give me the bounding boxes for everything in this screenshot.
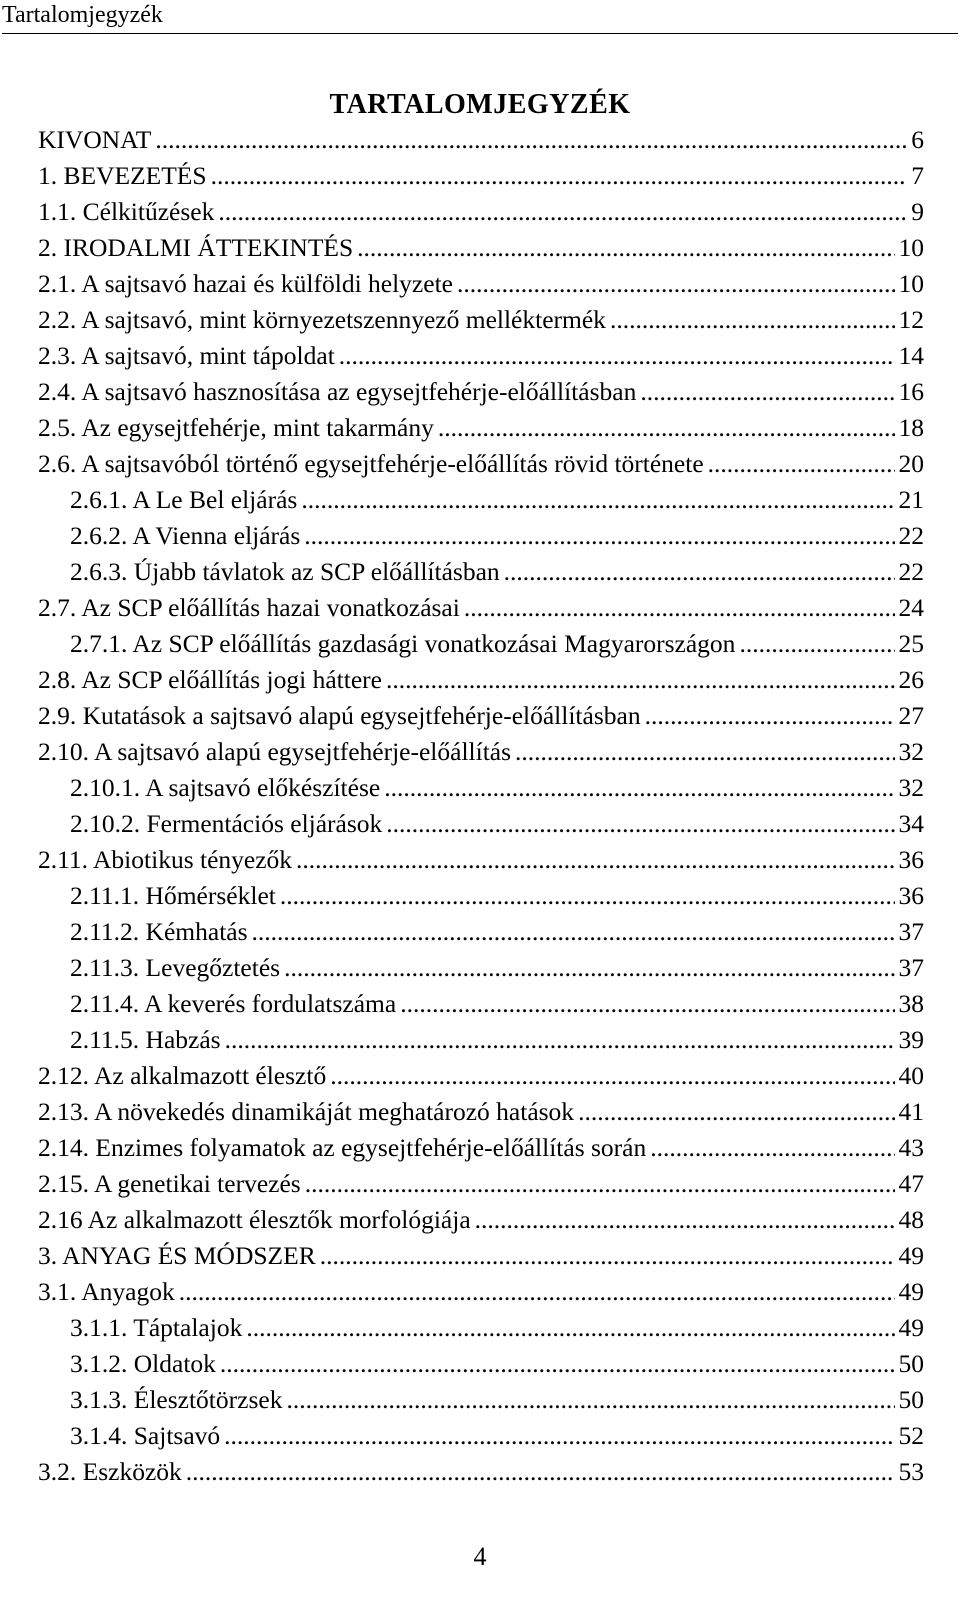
toc-dot-leader [386,806,894,842]
toc-entry-title: 1.1. Célkitűzések [38,197,215,226]
toc-entry[interactable] [38,770,924,806]
table-of-contents [38,122,924,1490]
toc-entry-page: 12 [898,305,924,334]
toc-dot-leader [220,1346,895,1382]
toc-entry[interactable] [38,1310,924,1346]
toc-entry-title: 3.1.1. Táptalajok [70,1313,243,1342]
toc-entry-page: 48 [898,1205,924,1234]
toc-dot-leader [296,842,894,878]
toc-entry-title: 2.6. A sajtsavóból történő egysejtfehérje-előállítás rövid története [38,449,704,478]
toc-entry[interactable] [38,662,924,698]
toc-dot-leader [252,914,895,950]
toc-entry-title: 3.2. Eszközök [38,1457,182,1486]
toc-entry[interactable] [38,158,924,194]
toc-entry-title: 2.11.3. Levegőztetés [70,953,281,982]
toc-dot-leader [504,554,895,590]
toc-dot-leader [155,122,907,158]
toc-entry-page: 6 [911,125,924,154]
toc-dot-leader [438,410,895,446]
toc-entry[interactable] [38,626,924,662]
toc-entry-page: 22 [898,521,924,550]
toc-entry[interactable] [38,338,924,374]
toc-entry[interactable] [38,266,924,302]
toc-entry-page: 16 [898,377,924,406]
toc-entry-title: 2.16 Az alkalmazott élesztők morfológiája [38,1205,471,1234]
toc-entry-page: 10 [898,269,924,298]
toc-entry-title: 2.2. A sajtsavó, mint környezetszennyező melléktermék [38,305,606,334]
toc-entry[interactable] [38,1130,924,1166]
toc-entry-title: 2.11.2. Kémhatás [70,917,248,946]
toc-entry-title: 2.10.1. A sajtsavó előkészítése [70,773,381,802]
toc-entry[interactable] [38,230,924,266]
toc-entry-page: 41 [898,1097,924,1126]
toc-dot-leader [464,590,895,626]
toc-dot-leader [330,1058,894,1094]
toc-entry-title: 2.15. A genetikai tervezés [38,1169,301,1198]
toc-entry[interactable] [38,194,924,230]
toc-dot-leader [280,878,895,914]
toc-entry-page: 50 [898,1349,924,1378]
toc-entry-title: 2.11.1. Hőmérséklet [70,881,276,910]
toc-entry-title: 2.13. A növekedés dinamikáját meghatározó hatások [38,1097,575,1126]
toc-entry-page: 36 [898,845,924,874]
toc-entry[interactable] [38,806,924,842]
toc-entry-title: 2.9. Kutatások a sajtsavó alapú egysejtfehérje-előállításban [38,701,641,730]
toc-entry-page: 21 [898,485,924,514]
toc-entry-page: 38 [898,989,924,1018]
toc-entry-title: 2.10. A sajtsavó alapú egysejtfehérje-előállítás [38,737,512,766]
toc-entry[interactable] [38,446,924,482]
toc-entry-title: 3.1.2. Oldatok [70,1349,216,1378]
toc-entry-page: 20 [898,449,924,478]
toc-dot-leader [515,734,894,770]
toc-entry-page: 25 [898,629,924,658]
toc-entry-page: 7 [911,161,924,190]
toc-dot-leader [708,446,895,482]
toc-entry-page: 37 [898,953,924,982]
toc-entry-title: 2.8. Az SCP előállítás jogi háttere [38,665,382,694]
toc-entry-page: 34 [898,809,924,838]
toc-entry-page: 47 [898,1169,924,1198]
toc-dot-leader [225,1022,895,1058]
toc-entry-page: 32 [898,773,924,802]
toc-entry[interactable] [38,734,924,770]
toc-dot-leader [640,374,894,410]
page-title: TARTALOMJEGYZÉK [329,89,631,120]
toc-dot-leader [650,1130,894,1166]
toc-entry-page: 50 [898,1385,924,1414]
toc-entry-title: 3.1.3. Élesztőtörzsek [70,1385,283,1414]
toc-entry-page: 53 [898,1457,924,1486]
toc-entry-title: 2.3. A sajtsavó, mint tápoldat [38,341,335,370]
toc-entry[interactable] [38,950,924,986]
toc-entry[interactable] [38,554,924,590]
toc-entry-title: 2.7. Az SCP előállítás hazai vonatkozásai [38,593,460,622]
toc-entry[interactable] [38,1238,924,1274]
toc-entry-title: 1. BEVEZETÉS [38,161,207,190]
toc-entry[interactable] [38,1418,924,1454]
toc-dot-leader [284,950,894,986]
toc-dot-leader [246,1310,894,1346]
toc-dot-leader [286,1382,894,1418]
toc-entry-title: 3.1.4. Sajtsavó [70,1421,221,1450]
page-number: 4 [473,1542,487,1571]
toc-entry[interactable] [38,914,924,950]
toc-entry-page: 10 [898,233,924,262]
toc-dot-leader [357,230,894,266]
toc-entry-title: KIVONAT [38,125,152,154]
toc-entry-title: 2.6.2. A Vienna eljárás [70,521,301,550]
toc-dot-leader [320,1238,895,1274]
toc-entry[interactable] [38,1382,924,1418]
toc-dot-leader [400,986,894,1022]
toc-dot-leader [457,266,895,302]
toc-dot-leader [218,194,907,230]
toc-entry-title: 2.1. A sajtsavó hazai és külföldi helyzete [38,269,453,298]
toc-entry-page: 14 [898,341,924,370]
toc-entry-page: 49 [898,1241,924,1270]
toc-entry-page: 49 [898,1313,924,1342]
toc-entry-page: 43 [898,1133,924,1162]
toc-entry-title: 2.6.1. A Le Bel eljárás [70,485,298,514]
toc-entry-page: 52 [898,1421,924,1450]
toc-dot-leader [179,1274,895,1310]
toc-entry[interactable] [38,1058,924,1094]
toc-entry-page: 18 [898,413,924,442]
toc-entry[interactable] [38,410,924,446]
toc-dot-leader [301,482,894,518]
toc-dot-leader [645,698,895,734]
toc-entry-title: 3. ANYAG ÉS MÓDSZER [38,1241,316,1270]
toc-entry-title: 2.11. Abiotikus tényezők [38,845,293,874]
toc-entry-page: 27 [898,701,924,730]
toc-entry-page: 36 [898,881,924,910]
toc-entry-title: 3.1. Anyagok [38,1277,175,1306]
toc-dot-leader [578,1094,894,1130]
toc-entry-page: 24 [898,593,924,622]
toc-dot-leader [211,158,908,194]
toc-entry-page: 40 [898,1061,924,1090]
toc-entry[interactable] [38,1166,924,1202]
toc-entry-title: 2.12. Az alkalmazott élesztő [38,1061,327,1090]
toc-dot-leader [384,770,894,806]
toc-entry-title: 2.7.1. Az SCP előállítás gazdasági vonatkozásai Magyarországon [70,629,736,658]
toc-entry[interactable] [38,590,924,626]
running-header [2,0,958,34]
toc-entry-title: 2.5. Az egysejtfehérje, mint takarmány [38,413,434,442]
toc-entry[interactable] [38,518,924,554]
toc-dot-leader [305,1166,895,1202]
toc-entry[interactable] [38,1022,924,1058]
toc-entry[interactable] [38,1094,924,1130]
toc-entry[interactable] [38,122,924,158]
toc-entry[interactable] [38,302,924,338]
toc-entry-page: 26 [898,665,924,694]
toc-dot-leader [386,662,895,698]
toc-entry-page: 37 [898,917,924,946]
toc-entry-title: 2.4. A sajtsavó hasznosítása az egysejtfehérje-előállításban [38,377,637,406]
toc-entry[interactable] [38,1454,924,1490]
toc-dot-leader [304,518,894,554]
toc-dot-leader [610,302,895,338]
toc-dot-leader [339,338,895,374]
toc-entry[interactable] [38,698,924,734]
toc-entry[interactable] [38,1274,924,1310]
toc-entry-title: 2.11.5. Habzás [70,1025,221,1054]
toc-entry[interactable] [38,986,924,1022]
toc-entry-title: 2. IRODALMI ÁTTEKINTÉS [38,233,354,262]
running-header-title: Tartalomjegyzék [2,2,163,28]
toc-entry[interactable] [38,1346,924,1382]
toc-dot-leader [186,1454,895,1490]
toc-entry-page: 9 [911,197,924,226]
toc-entry-page: 32 [898,737,924,766]
toc-entry-title: 2.6.3. Újabb távlatok az SCP előállításban [70,557,500,586]
toc-entry-page: 49 [898,1277,924,1306]
toc-entry[interactable] [38,374,924,410]
toc-entry-title: 2.14. Enzimes folyamatok az egysejtfehérje-előállítás során [38,1133,647,1162]
toc-dot-leader [475,1202,895,1238]
toc-entry[interactable] [38,1202,924,1238]
toc-entry[interactable] [38,482,924,518]
toc-entry-page: 39 [898,1025,924,1054]
toc-entry[interactable] [38,842,924,878]
toc-entry[interactable] [38,878,924,914]
toc-entry-page: 22 [898,557,924,586]
toc-entry-title: 2.11.4. A keverés fordulatszáma [70,989,397,1018]
toc-entry-title: 2.10.2. Fermentációs eljárások [70,809,383,838]
toc-dot-leader [224,1418,894,1454]
toc-dot-leader [739,626,894,662]
